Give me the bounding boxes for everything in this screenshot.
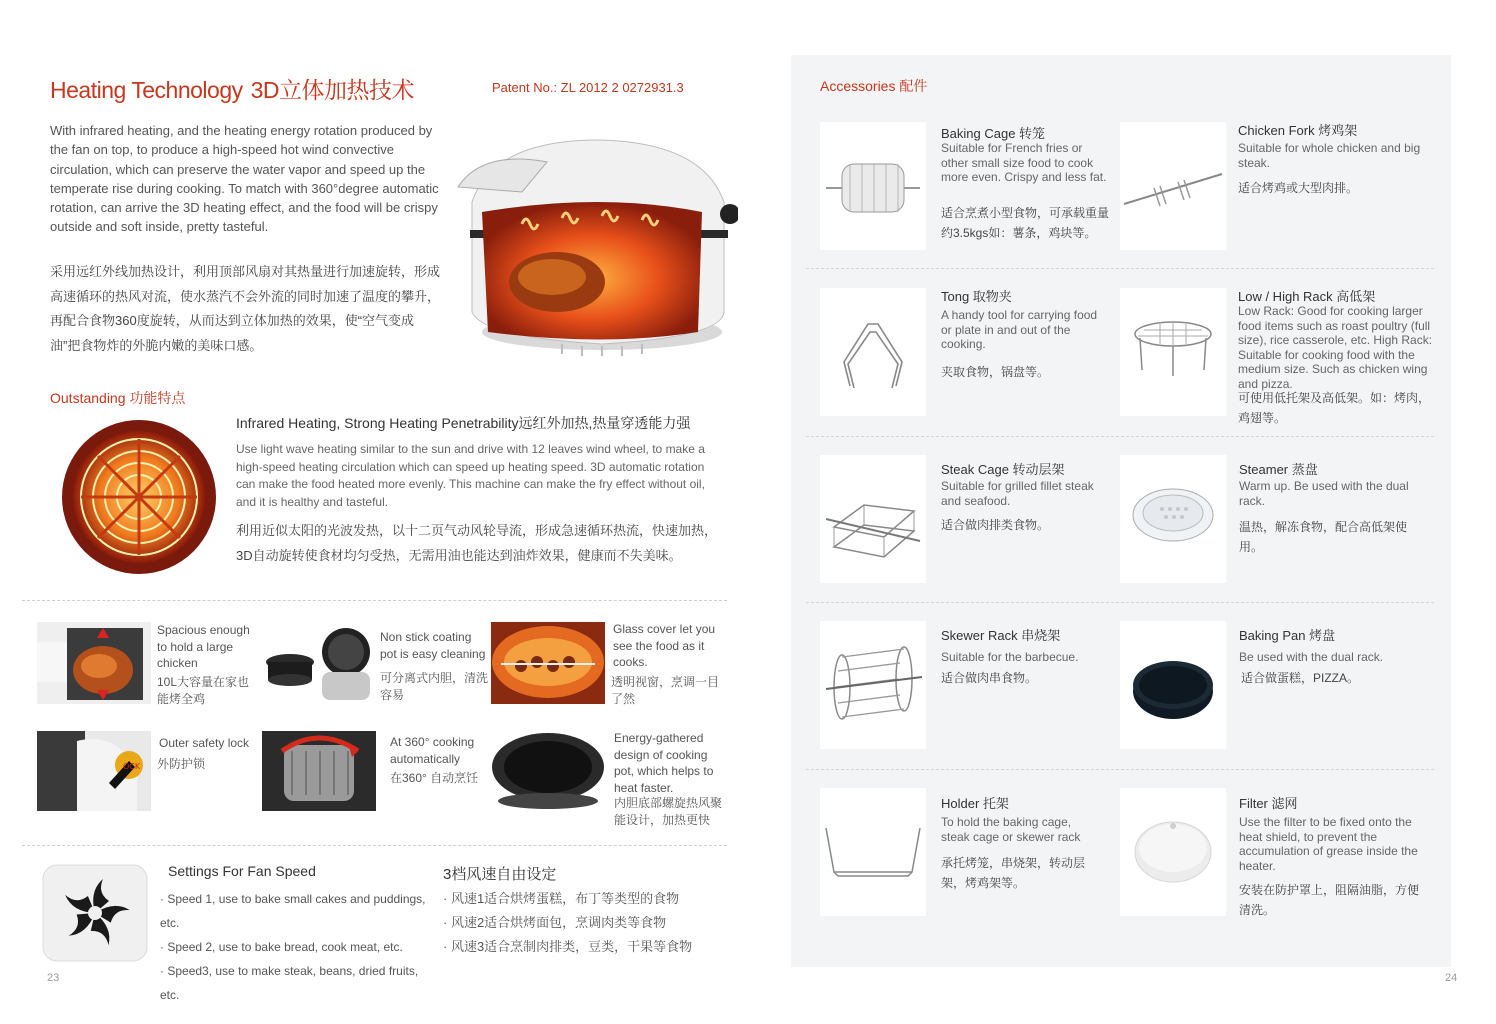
steamer-name: Steamer 蒸盘 <box>1239 462 1318 477</box>
fan-speed-item: · Speed 1, use to bake small cakes and puddings, etc. <box>160 887 440 935</box>
feature-energy-pot-image <box>491 731 605 811</box>
feature-coating-zh: 可分离式内胆，清洗容易 <box>380 671 489 702</box>
steak-cage-zh: 适合做肉排类食物。 <box>941 518 1050 532</box>
steamer-desc: Warm up. Be used with the dual rack. <box>1239 479 1409 508</box>
steak-cage-image <box>820 455 926 583</box>
accessory-divider <box>806 268 1434 269</box>
baking-cage-image <box>820 122 926 250</box>
fan-speed-item: · 风速2适合烘烤面包，烹调肉类等食物 <box>443 911 723 935</box>
feature-lock-image <box>37 731 151 811</box>
feature-energy-zh: 内胆底部螺旋热风聚能设计，加热更快 <box>614 796 723 827</box>
feature-chicken-image <box>37 622 151 704</box>
air-fryer-image <box>452 132 738 358</box>
chicken-fork-desc: Suitable for whole chicken and big steak. <box>1238 141 1421 170</box>
steak-cage-desc: Suitable for grilled fillet steak and seafood. <box>941 479 1094 508</box>
fan-speed-title-en: Settings For Fan Speed <box>168 863 316 879</box>
skewer-rack-image <box>820 621 926 749</box>
patent-number: Patent No.: ZL 2012 2 0272931.3 <box>492 80 684 95</box>
lock-text: OCK <box>123 762 141 771</box>
feature-lock-zh: 外防护锁 <box>157 757 206 771</box>
rack-desc: Low Rack: Good for cooking larger food items such as roast poultry (full size), rice casserole, etc. High Rack: Suitable for cooking food with the medium size. Such as chicken wing and pizza. <box>1238 304 1433 391</box>
skewer-rack-desc: Suitable for the barbecue. <box>941 650 1079 664</box>
holder-name: Holder 托架 <box>941 796 1009 811</box>
intro-chinese: 采用远红外线加热设计，利用顶部风扇对其热量进行加速旋转，形成高速循环的热风对流，使水蒸汽不会外流的同时加速了温度的攀升，再配合食物360度旋转，从而达到立体加热的效果，使“空气变成油”把食物炸的外脆内嫩的美味口感。 <box>50 264 441 353</box>
chicken-fork-image <box>1120 122 1226 250</box>
steamer-zh: 温热，解冻食物，配合高低架使用。 <box>1239 520 1408 554</box>
skewer-rack-name: Skewer Rack 串烧架 <box>941 628 1061 643</box>
feature-glass-en: Glass cover let you see the food as it cooks. <box>613 622 716 669</box>
infrared-english: Use light wave heating similar to the sun and drive with 12 leaves wind wheel, to make a high-speed heating circulation which can speed up heating speed. 3D automatic rotation can make the food heated more evenly. This machine can make the fry effect without oil, and it is healthy and tasteful. <box>236 442 705 510</box>
divider-2 <box>22 845 727 846</box>
tong-name: Tong 取物夹 <box>941 289 1012 304</box>
tong-image <box>820 288 926 416</box>
feature-rotation-image <box>262 731 376 811</box>
filter-zh: 安装在防护罩上，阻隔油脂，方便清洗。 <box>1239 883 1420 917</box>
infrared-title: Infrared Heating, Strong Heating Penetrability远红外加热,热量穿透能力强 <box>236 415 691 431</box>
outstanding-zh: 功能特点 <box>129 390 186 406</box>
feature-rotation-zh: 在360° 自动烹饪 <box>390 771 479 785</box>
tong-desc: A handy tool for carrying food or plate in and out of the cooking. <box>941 308 1098 352</box>
baking-pan-desc: Be used with the dual rack. <box>1239 650 1384 664</box>
feature-lock-en: Outer safety lock <box>159 736 250 750</box>
steak-cage-name: Steak Cage 转动层架 <box>941 462 1065 477</box>
divider-1 <box>22 600 727 601</box>
baking-pan-name: Baking Pan 烤盘 <box>1239 628 1336 643</box>
infrared-heater-image <box>60 418 218 576</box>
filter-name: Filter 滤网 <box>1239 796 1298 811</box>
holder-zh: 承托烤笼，串烧架，转动层架，烤鸡架等。 <box>941 856 1086 890</box>
filter-desc: Use the filter to be fixed onto the heat shield, to prevent the accumulation of grease inside the heater. <box>1239 815 1418 873</box>
tong-zh: 夹取食物，锅盘等。 <box>941 365 1050 379</box>
fan-speed-item: · Speed3, use to make steak, beans, dried fruits, etc. <box>160 959 440 1007</box>
steamer-image <box>1120 455 1226 583</box>
holder-image <box>820 788 926 916</box>
holder-desc: To hold the baking cage, steak cage or skewer rack <box>941 815 1081 844</box>
baking-cage-name: Baking Cage 转笼 <box>941 126 1046 141</box>
fan-speed-item: · 风速3适合烹制肉排类，豆类，干果等食物 <box>443 935 723 959</box>
outstanding-heading <box>50 388 185 408</box>
baking-pan-zh: 适合做蛋糕，PIZZA。 <box>1241 671 1360 685</box>
accessories-title-en: Accessories <box>820 78 896 94</box>
skewer-rack-zh: 适合做肉串食物。 <box>941 671 1038 685</box>
accessories-title-zh: 配件 <box>899 78 928 94</box>
baking-cage-desc: Suitable for French fries or other small size food to cook more even. Crispy and less fat. <box>941 141 1107 185</box>
chicken-fork-zh: 适合烤鸡或大型肉排。 <box>1238 181 1359 195</box>
accessory-divider <box>806 769 1434 770</box>
fan-speed-item: · 风速1适合烘烤蛋糕，布丁等类型的食物 <box>443 887 723 911</box>
feature-coating-en: Non stick coating pot is easy cleaning <box>380 630 486 661</box>
baking-cage-zh: 适合烹煮小型食物，可承载重量约3.5kgs如：薯条，鸡块等。 <box>941 206 1110 240</box>
title-zh: 3D立体加热技术 <box>250 77 415 103</box>
rack-zh: 可使用低托架及高低架。如：烤肉，鸡翅等。 <box>1238 391 1431 425</box>
rack-name: Low / High Rack 高低架 <box>1238 289 1376 304</box>
feature-capacity-en: Spacious enough to hold a large chicken <box>157 623 250 670</box>
accessories-heading <box>820 76 927 96</box>
page-title <box>50 72 414 105</box>
feature-glass-zh: 透明视窗，烹调一目了然 <box>611 675 720 706</box>
infrared-chinese: 利用近似太阳的光波发热，以十二页气动风轮导流，形成急速循环热流，快速加热，3D自动旋转使食材均匀受热，无需用油也能达到油炸效果，健康而不失美味。 <box>236 523 718 563</box>
low-high-rack-image <box>1120 288 1226 416</box>
feature-glass-image <box>491 622 605 704</box>
filter-image <box>1120 788 1226 916</box>
chicken-fork-name: Chicken Fork 烤鸡架 <box>1238 123 1358 138</box>
accessory-divider <box>806 436 1434 437</box>
fan-speed-title-zh: 3档风速自由设定 <box>443 866 557 883</box>
accessory-divider <box>806 602 1434 603</box>
outstanding-en: Outstanding <box>50 390 126 406</box>
title-en: Heating Technology <box>50 77 243 103</box>
fan-speed-list-en <box>160 887 440 1007</box>
feature-pot-image <box>262 622 376 704</box>
baking-pan-image <box>1120 621 1226 749</box>
fan-speed-list-zh <box>443 887 723 959</box>
feature-rotation-en: At 360° cooking automatically <box>390 735 475 766</box>
fan-speed-icon <box>42 864 148 962</box>
feature-energy-en: Energy-gathered design of cooking pot, which helps to heat faster. <box>614 731 714 795</box>
intro-english: With infrared heating, and the heating energy rotation produced by the fan on top, to produce a high-speed hot wind convective circulation, which can preserve the water vapor and speed up the temperate rise during cooking. To match with 360°degree automatic rotation, can arrive the 3D heating effect, and the food will be crispy outside and soft inside, pretty tasteful. <box>50 123 439 235</box>
page-number-left: 23 <box>47 972 60 984</box>
fan-speed-item: · Speed 2, use to bake bread, cook meat, etc. <box>160 935 440 959</box>
page-number-right: 24 <box>1445 972 1458 984</box>
feature-capacity-zh: 10L大容量在家也能烤全鸡 <box>157 675 250 706</box>
